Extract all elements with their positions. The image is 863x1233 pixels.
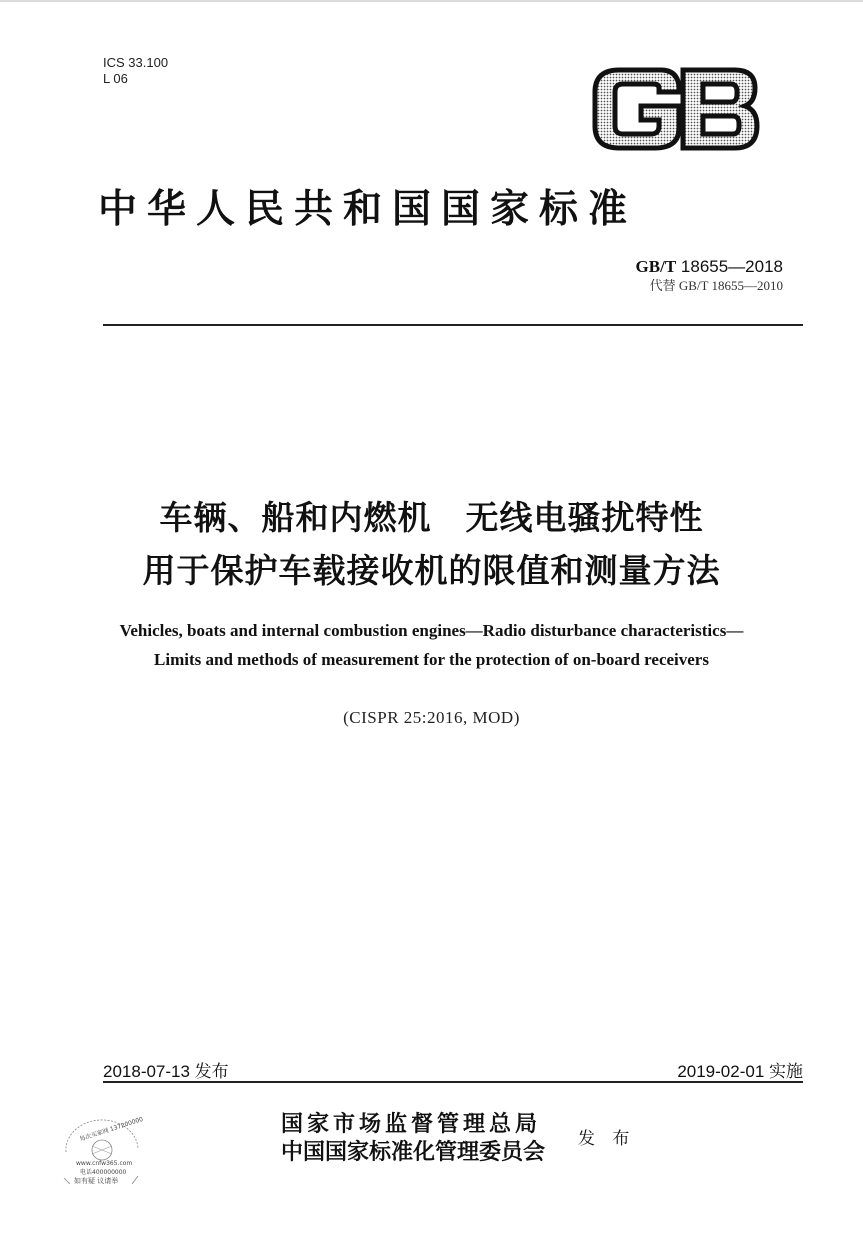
stamp-tel: 电话400000000 <box>80 1169 127 1176</box>
top-divider <box>103 324 803 326</box>
issuing-authorities <box>281 1110 545 1166</box>
chinese-title-line-1: 车辆、船和内燃机 无线电骚扰特性 <box>159 498 704 537</box>
issuer-sac: 中国国家标准化管理委员会 <box>281 1139 546 1165</box>
standard-code <box>636 256 783 278</box>
classification-codes <box>103 55 168 87</box>
ics-code: ICS 33.100 <box>103 55 169 70</box>
stamp-arc-text: 每次买家网 137200000 <box>78 1115 145 1144</box>
distributor-stamp <box>58 1110 148 1190</box>
stamp-url: www.cnfw365.com <box>76 1160 133 1167</box>
national-standard-title: 中华人民共和国国家标准 <box>98 186 638 232</box>
gb-logo-icon <box>585 64 761 154</box>
english-title-line-1: Vehicles, boats and internal combustion engines—Radio disturbance characteristics— <box>119 621 744 640</box>
scan-edge <box>0 0 863 2</box>
adoption-note: (CISPR 25:2016, MOD) <box>343 708 520 727</box>
standard-number-block <box>636 256 783 294</box>
english-title-line-2: Limits and methods of measurement for the protection of on-board receivers <box>154 650 709 669</box>
publish-label: 发 布 <box>578 1129 636 1149</box>
standard-code-number: 18655—2018 <box>680 257 783 276</box>
issue-date: 2018-07-13 发布 <box>103 1062 229 1081</box>
replaces-note: 代替 GB/T 18655—2010 <box>649 278 783 293</box>
standard-code-prefix: GB/T <box>635 257 677 276</box>
stamp-footer: 如有疑 议请举 <box>74 1177 119 1185</box>
ccs-code: L 06 <box>103 71 128 86</box>
issuer-samr: 国家市场监督管理总局 <box>281 1111 542 1137</box>
chinese-title-line-2: 用于保护车载接收机的限值和测量方法 <box>142 551 721 590</box>
implementation-date: 2019-02-01 实施 <box>677 1062 803 1081</box>
bottom-divider <box>103 1081 803 1083</box>
